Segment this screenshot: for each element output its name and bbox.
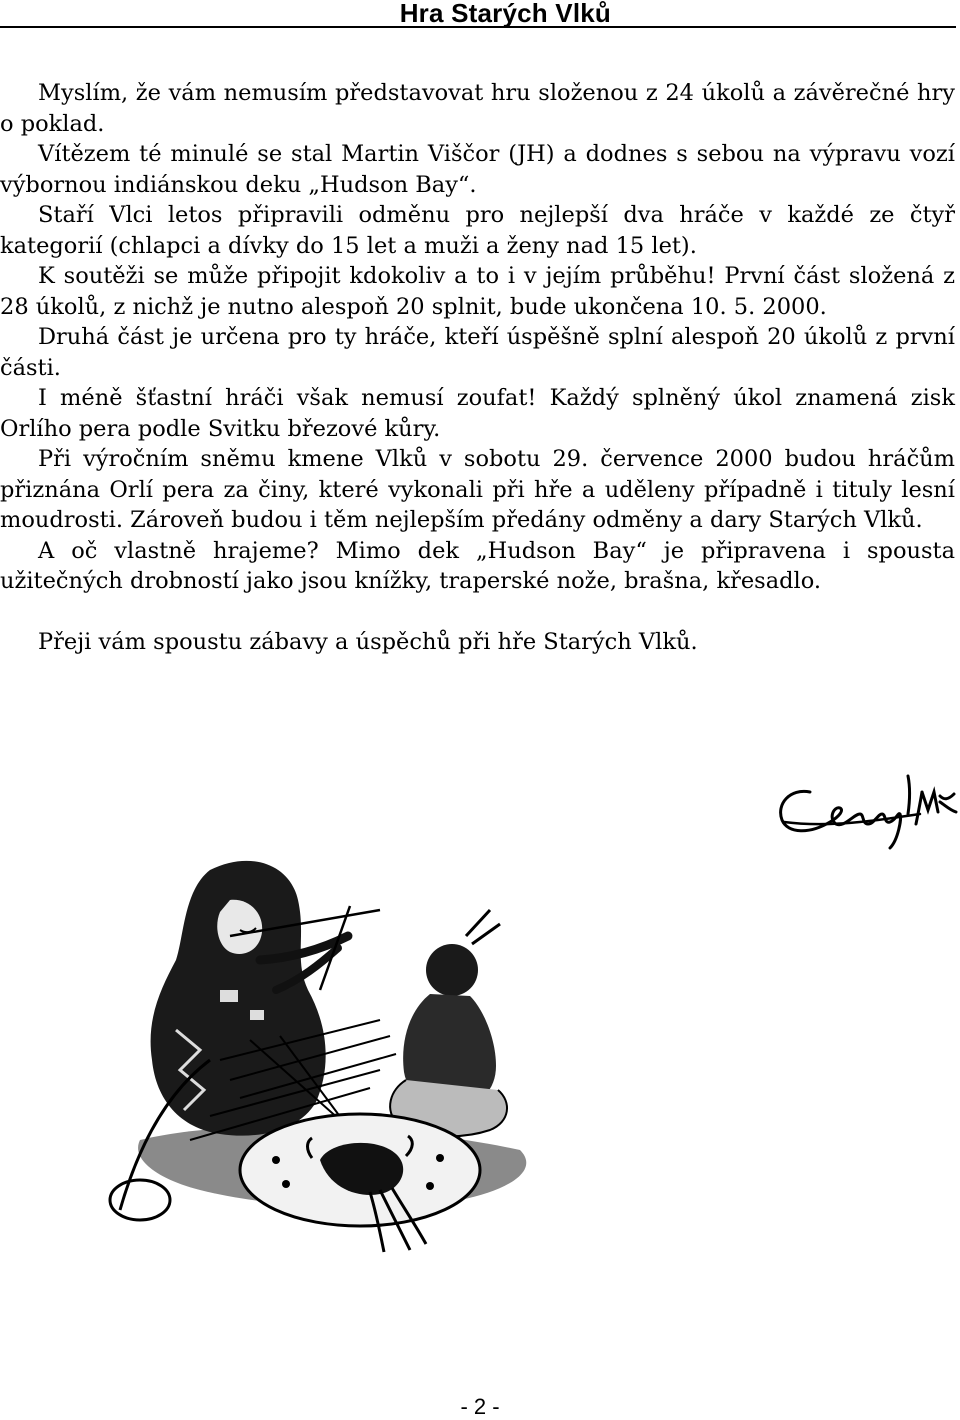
handwritten-signature [770, 770, 960, 860]
page-title: Hra Starých Vlků [399, 0, 611, 28]
closing-line: Přeji vám spoustu zábavy a úspěchů při hře Starých Vlků. [38, 628, 698, 655]
paragraph: A oč vlastně hrajeme? Mimo dek „Hudson Bay“ je připravena i spousta užitečných drobností jako jsou knížky, traperské nože, brašna, křesadlo. [0, 537, 955, 594]
page-header [0, 0, 956, 28]
paragraph: Vítězem té minulé se stal Martin Viščor (JH) a dodnes s sebou na výpravu vozí výbornou indiánskou deku „Hudson Bay“. [0, 141, 955, 198]
paragraph: Staří Vlci letos připravili odměnu pro nejlepší dva hráče v každé ze čtyř kategorií (chlapci a dívky do 15 let a muži a ženy nad 15 let). [0, 202, 955, 259]
paragraph: Při výročním sněmu kmene Vlků v sobotu 29. července 2000 budou hráčům přiznána Orlí pera za činy, které vykonali při hře a uděleny případně i tituly lesní moudrosti. Zároveň budou i těm nejlepším předány odměny a dary Starých Vlků. [0, 446, 955, 533]
page-number: - 2 - [460, 1394, 500, 1419]
paragraph: K soutěži se může připojit kdokoliv a to i v jejím průběhu! První část složená z 28 úkolů, z nichž je nutno alespoň 20 splnit, bude ukončena 10. 5. 2000. [0, 263, 955, 320]
child-head [426, 944, 478, 996]
paragraph: Myslím, že vám nemusím představovat hru složenou z 24 úkolů a závěrečné hry o poklad. [0, 80, 955, 137]
illustration-elder-and-child-with-arrows [80, 840, 600, 1260]
article-body [0, 78, 955, 657]
paragraph: Druhá část je určena pro ty hráče, kteří úspěšně splní alespoň 20 úkolů z první části. [0, 324, 955, 381]
paragraph: I méně šťastní hráči však nemusí zoufat! Každý splněný úkol znamená zisk Orlího pera podle Svitku březové kůry. [0, 385, 955, 442]
